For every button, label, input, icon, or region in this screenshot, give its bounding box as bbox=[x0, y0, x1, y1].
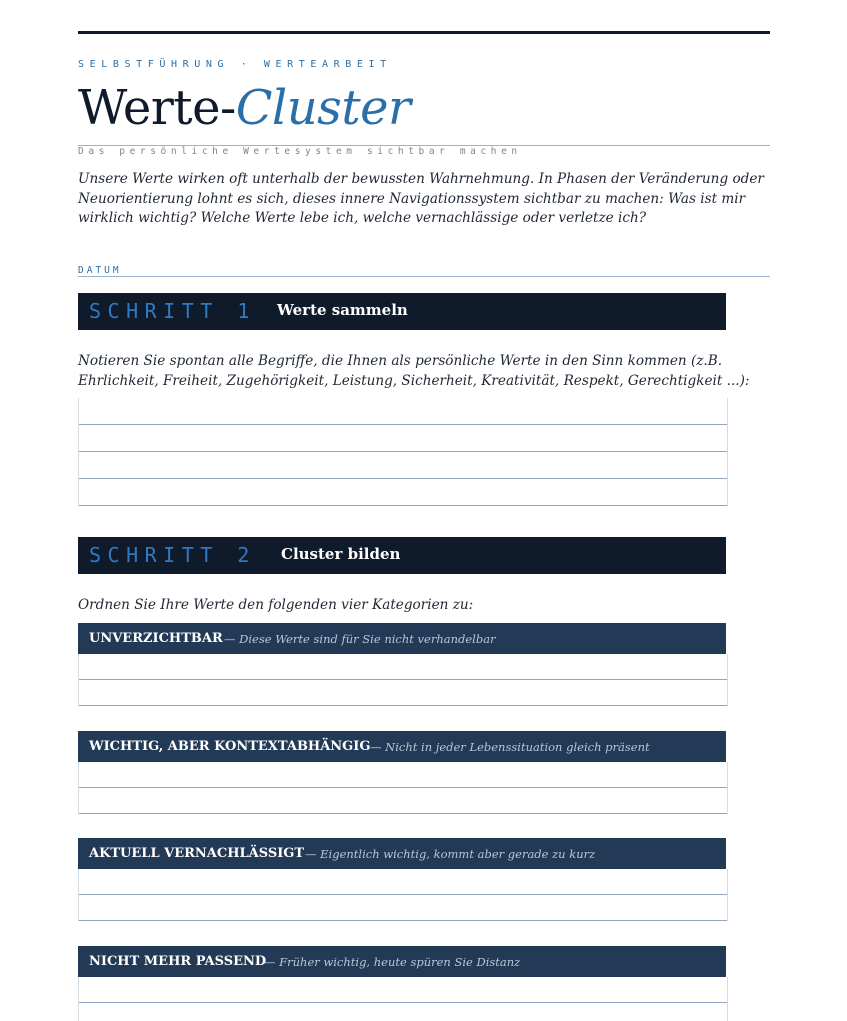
date-label: DATUM bbox=[78, 265, 122, 276]
writing-line[interactable] bbox=[79, 479, 727, 506]
category-description: — Diese Werte sind für Sie nicht verhandelbar bbox=[224, 632, 496, 646]
category-description: — Früher wichtig, heute spüren Sie Distanz bbox=[264, 955, 521, 969]
page-subtitle: Das persönliche Wertesystem sichtbar machen bbox=[78, 146, 522, 157]
category-writing-area[interactable] bbox=[78, 869, 728, 921]
eyebrow-label: SELBSTFÜHRUNG · WERTEARBEIT bbox=[78, 59, 392, 70]
step-2-header bbox=[78, 537, 726, 574]
top-rule bbox=[78, 31, 770, 34]
category-name: WICHTIG, ABER KONTEXTABHÄNGIG bbox=[89, 739, 371, 754]
category-header-unverzichtbar bbox=[78, 623, 726, 654]
category-writing-area[interactable] bbox=[78, 654, 728, 706]
category-name: AKTUELL VERNACHLÄSSIGT bbox=[89, 846, 305, 861]
writing-line[interactable] bbox=[79, 654, 727, 680]
writing-line[interactable] bbox=[79, 977, 727, 1003]
category-description: — Nicht in jeder Lebenssituation gleich präsent bbox=[370, 740, 650, 754]
category-name: UNVERZICHTBAR bbox=[89, 631, 223, 646]
writing-line[interactable] bbox=[79, 869, 727, 895]
writing-line[interactable] bbox=[79, 1003, 727, 1021]
writing-line[interactable] bbox=[79, 680, 727, 706]
page-title bbox=[78, 78, 410, 138]
category-writing-area[interactable] bbox=[78, 977, 728, 1021]
step-2-instruction: Ordnen Sie Ihre Werte den folgenden vier Kategorien zu: bbox=[78, 597, 474, 613]
category-header-nicht-mehr-passend bbox=[78, 946, 726, 977]
category-description: — Eigentlich wichtig, kommt aber gerade zu kurz bbox=[305, 847, 596, 861]
category-header-kontextabhaengig bbox=[78, 731, 726, 762]
title-main: Werte- bbox=[78, 80, 236, 136]
step-1-writing-area[interactable] bbox=[78, 398, 728, 506]
category-name: NICHT MEHR PASSEND bbox=[89, 954, 267, 969]
date-field[interactable] bbox=[78, 276, 770, 277]
step-1-number: SCHRITT 1 bbox=[89, 299, 256, 323]
writing-line[interactable] bbox=[79, 398, 727, 425]
step-1-header bbox=[78, 293, 726, 330]
step-1-instruction: Notieren Sie spontan alle Begriffe, die Ihnen als persönliche Werte in den Sinn kommen (z.B. Ehrlichkeit, Freiheit, Zugehörigkeit, Leistung, Sicherheit, Kreativität, Respekt, Gerechtigkeit ...): bbox=[78, 353, 750, 389]
writing-line[interactable] bbox=[79, 425, 727, 452]
writing-line[interactable] bbox=[79, 788, 727, 814]
step-1-title: Werte sammeln bbox=[277, 301, 408, 319]
writing-line[interactable] bbox=[79, 452, 727, 479]
step-2-title: Cluster bilden bbox=[281, 545, 401, 563]
title-accent: Cluster bbox=[235, 80, 411, 136]
category-writing-area[interactable] bbox=[78, 762, 728, 814]
intro-text: Unsere Werte wirken oft unterhalb der bewussten Wahrnehmung. In Phasen der Veränderung oder Neuorientierung lohnt es sich, dieses innere Navigationssystem sichtbar zu machen: Was ist mir wirklich wichtig? Welche Werte lebe ich, welche vernachlässige oder verletze ich? bbox=[78, 171, 764, 226]
step-2-number: SCHRITT 2 bbox=[89, 543, 256, 567]
writing-line[interactable] bbox=[79, 895, 727, 921]
writing-line[interactable] bbox=[79, 762, 727, 788]
category-header-vernachlaessigt bbox=[78, 838, 726, 869]
